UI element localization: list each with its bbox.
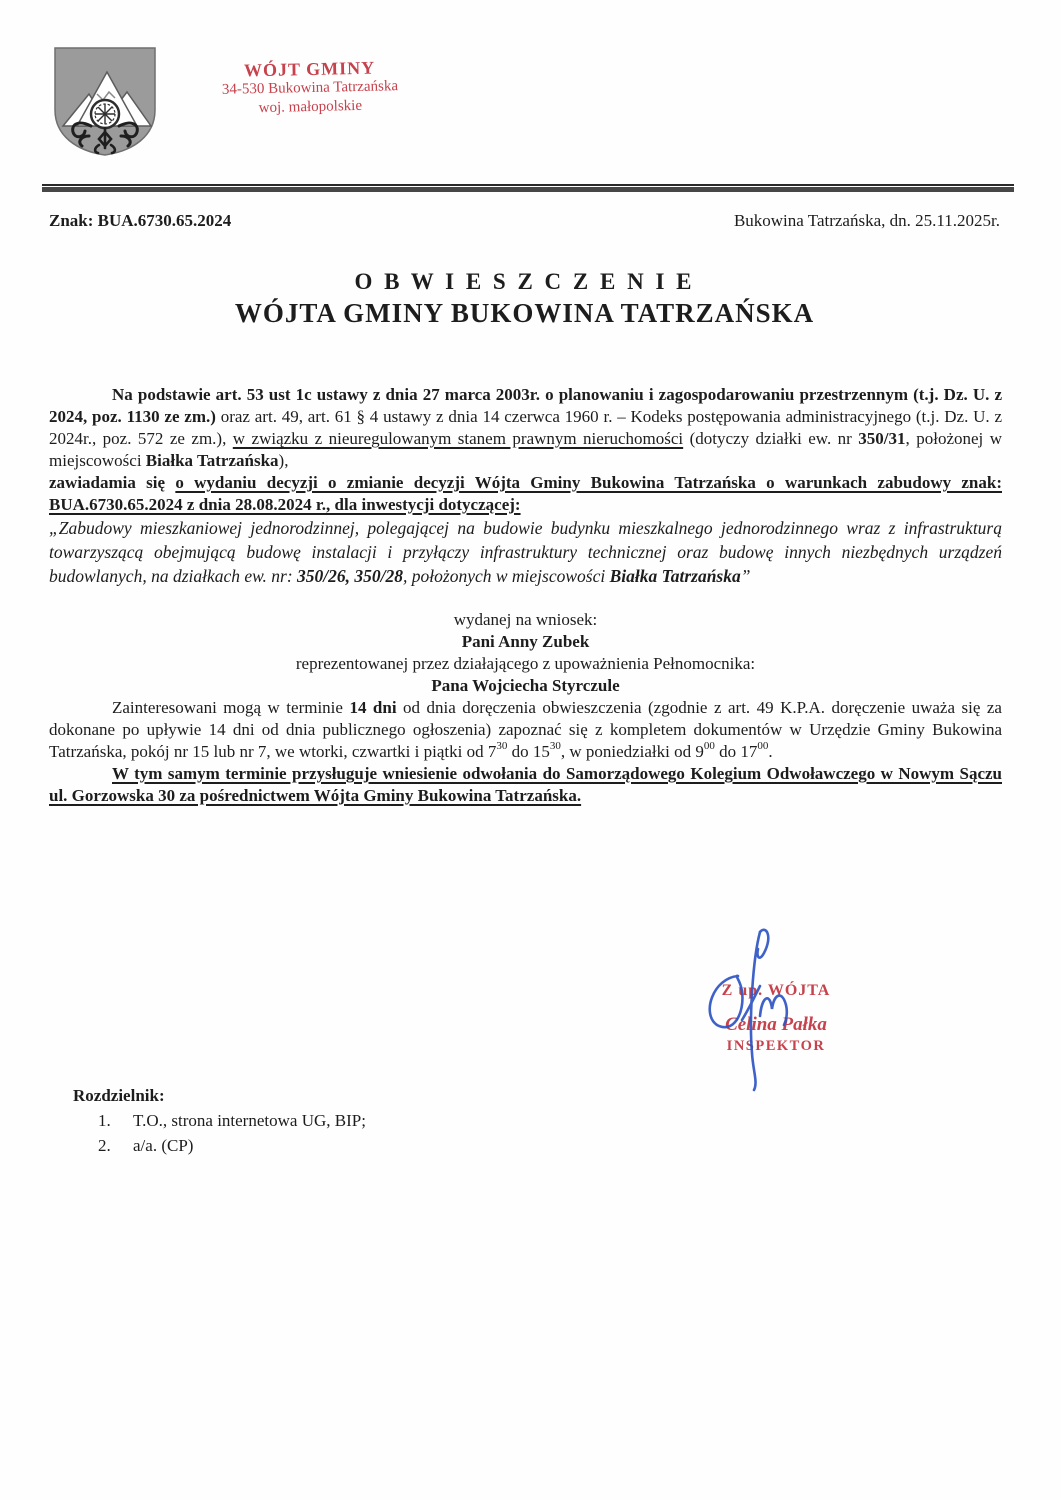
distribution-item-number: 1. bbox=[98, 1111, 111, 1130]
investment-description-paragraph: „Zabudowy mieszkaniowej jednorodzinnej, polegającej na budowie budynku mieszkalnego jednorodzinnego wraz z infrastrukturą towarzyszącą obejmującą budowę instalacji i przyłączy infrastruktury technicznej oraz budowę innych niezbędnych urządzeń budowlanych, na działkach ew. nr: 350/26, 350/28, położonych w miejscowości Białka Tatrzańska” bbox=[49, 518, 1002, 586]
signatory-name: Celina Pałka bbox=[725, 1014, 827, 1035]
divider-thin-line bbox=[42, 184, 1014, 186]
distribution-item-text: a/a. (CP) bbox=[133, 1136, 194, 1155]
signature-authority-line: Z up. WÓJTA bbox=[721, 982, 831, 999]
stamp-address: 34-530 Bukowina Tatrzańska bbox=[221, 78, 399, 98]
legal-basis-paragraph: Na podstawie art. 53 ust 1c ustawy z dnia 27 marca 2003r. o planowaniu i zagospodarowaniu przestrzennym (t.j. Dz. U. z 2024, poz. 1130 ze zm.) oraz art. 49, art. 61 § 4 ustawy z dnia 14 czerwca 1960 r. – Kodeks postępowania administracyjnego (t.j. Dz. U. z 2024r., poz. 572 ze zm.), w związku z nieuregulowanym stanem prawnym nieruchomości (dotyczy działki ew. nr 350/31, położonej w miejscowości Białka Tatrzańska), bbox=[49, 385, 1002, 470]
inspection-terms-paragraph: Zainteresowani mogą w terminie 14 dni od dnia doręczenia obwieszczenia (zgodnie z art. 49 K.P.A. doręczenie uważa się za dokonane po upływie 14 dni od dnia publicznego ogłoszenia) zapoznać się z kompletem dokumentów w Urzędzie Gminy Bukowina Tatrzańska, pokój nr 15 lub nr 7, we wtorki, czwartki i piątki od $7^{30}$ do $15^{30}$, w poniedziałki od $9^{00}$ do $17^{00}$. bbox=[49, 698, 1002, 761]
application-block bbox=[49, 609, 1002, 697]
reference-number: Znak: BUA.6730.65.2024 bbox=[49, 211, 232, 230]
issued-on-request-line: wydanej na wniosek: bbox=[453, 610, 598, 629]
handwritten-signature-icon bbox=[698, 928, 808, 1093]
representative-name: Pana Wojciecha Styrczule bbox=[431, 676, 620, 695]
document-title-line1: O B W I E S Z C Z E N I E bbox=[354, 269, 695, 294]
representative-intro-line: reprezentowanej przez działającego z upoważnienia Pełnomocnika: bbox=[295, 654, 756, 673]
stamp-office-name: WÓJT GMINY bbox=[243, 57, 376, 81]
office-address-stamp bbox=[204, 58, 415, 119]
header-divider bbox=[42, 184, 1014, 192]
divider-thick-line bbox=[42, 187, 1014, 192]
distribution-item bbox=[73, 1135, 366, 1157]
distribution-list bbox=[73, 1085, 366, 1157]
notification-paragraph: zawiadamia się o wydaniu decyzji o zmianie decyzji Wójta Gminy Bukowina Tatrzańska o warunkach zabudowy znak: BUA.6730.65.2024 z dnia 28.08.2024 r., dla inwestycji dotyczącej: bbox=[49, 473, 1002, 514]
place-and-date: Bukowina Tatrzańska, dn. 25.11.2025r. bbox=[733, 211, 1000, 230]
signatory-title: INSPEKTOR bbox=[726, 1038, 826, 1054]
document-title-line2: WÓJTA GMINY BUKOWINA TATRZAŃSKA bbox=[234, 298, 815, 328]
applicant-name: Pani Anny Zubek bbox=[461, 632, 590, 651]
appeal-instruction-paragraph: W tym samym terminie przysługuje wniesienie odwołania do Samorządowego Kolegium Odwoławczego w Nowym Sączu ul. Gorzowska 30 za pośrednictwem Wójta Gminy Bukowina Tatrzańska. bbox=[49, 764, 1002, 805]
stamp-voivodeship: woj. małopolskie bbox=[258, 97, 363, 117]
distribution-item-text: T.O., strona internetowa UG, BIP; bbox=[133, 1111, 366, 1130]
document-body bbox=[49, 384, 1002, 807]
distribution-item-number: 2. bbox=[98, 1136, 111, 1155]
coat-of-arms-icon bbox=[49, 44, 161, 158]
distribution-item bbox=[73, 1110, 366, 1132]
document-meta-row bbox=[49, 210, 1000, 232]
distribution-heading: Rozdzielnik: bbox=[73, 1086, 165, 1105]
document-title bbox=[49, 268, 1000, 329]
